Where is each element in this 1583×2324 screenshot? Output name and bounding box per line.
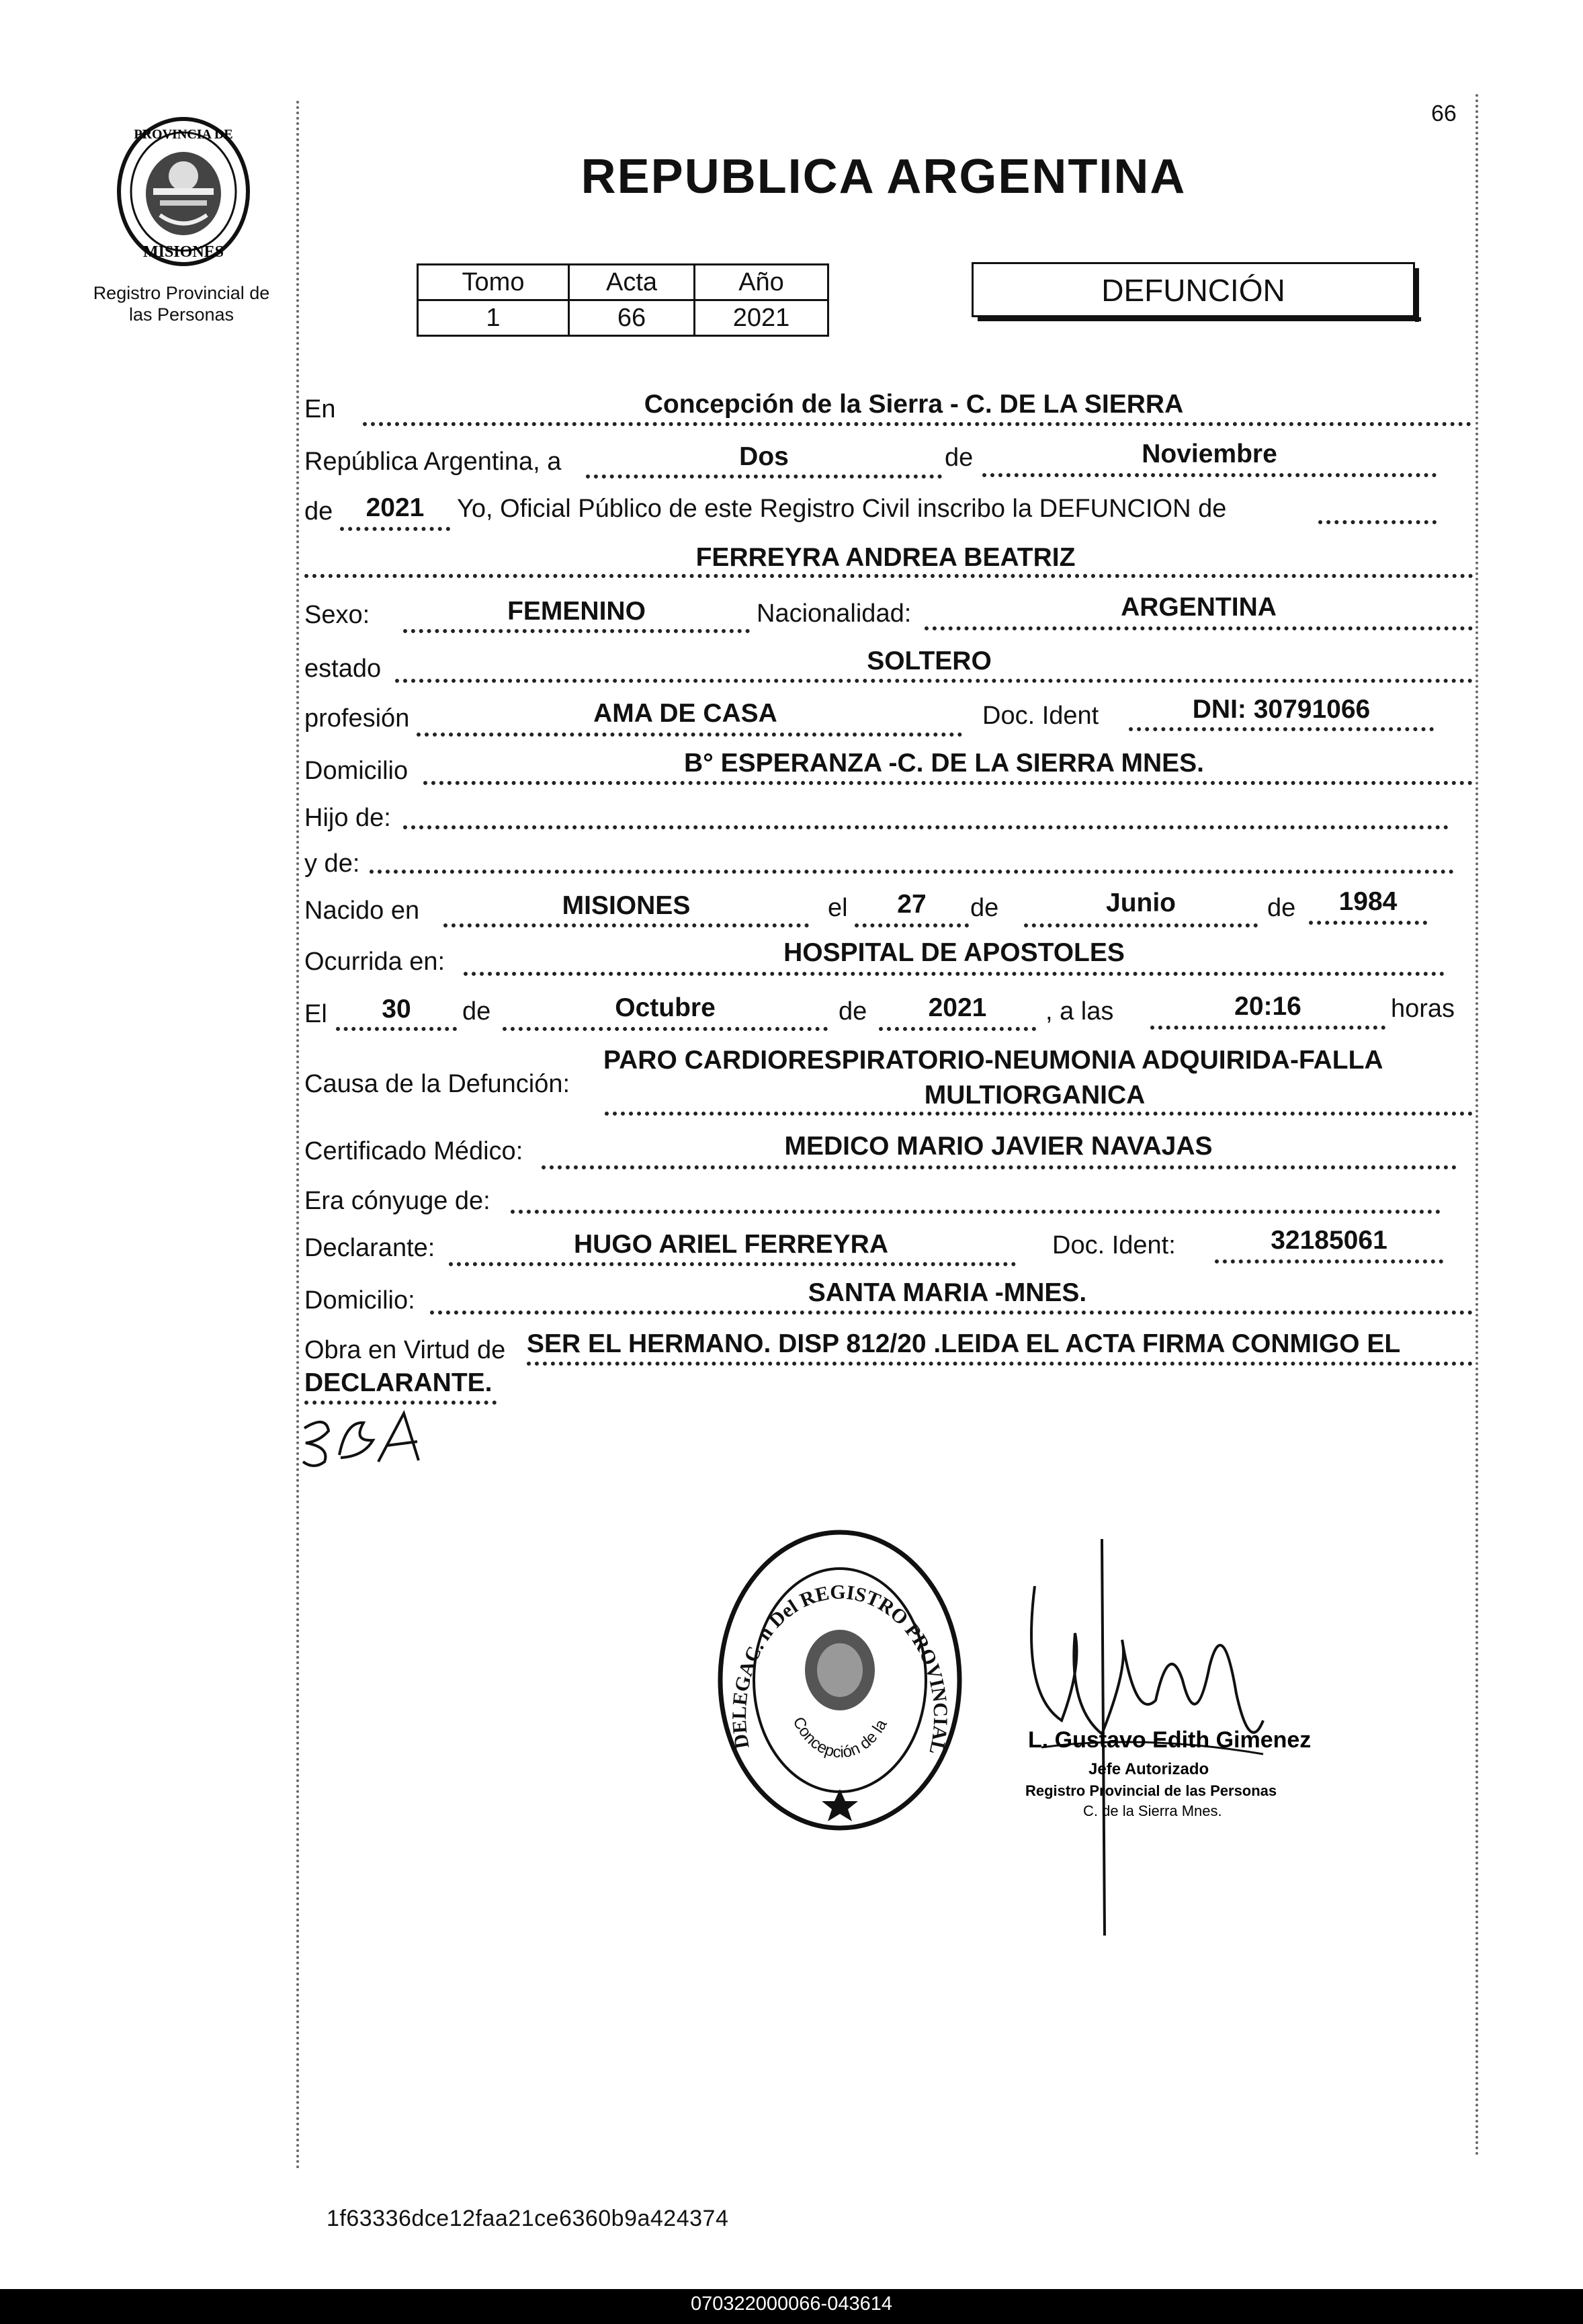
estado-value: SOLTERO	[867, 647, 992, 675]
svg-text:Jefe Autorizado: Jefe Autorizado	[1088, 1760, 1209, 1778]
day-dotted-line	[586, 474, 942, 479]
sexo-dotted-line	[403, 629, 750, 633]
anio-value: 2021	[695, 300, 828, 336]
provincial-seal	[113, 114, 254, 269]
en-label: En	[304, 395, 336, 423]
republica-label: República Argentina, a	[304, 448, 562, 476]
de-label: de	[945, 444, 974, 472]
obra-line1: SER EL HERMANO. DISP 812/20 .LEIDA EL ACTA FIRMA CONMIGO EL	[527, 1329, 1401, 1358]
certificado-dotted-line	[542, 1165, 1457, 1169]
acta-value: 66	[569, 300, 695, 336]
footer-code: 070322000066-043614	[691, 2293, 892, 2315]
estado-dotted-line	[395, 679, 1473, 683]
anio-header: Año	[695, 265, 828, 300]
domicilio2-label: Domicilio:	[304, 1286, 415, 1315]
svg-text:PROVINCIA DE: PROVINCIA DE	[134, 127, 233, 142]
act-number-table	[417, 263, 829, 337]
ocurrida-dotted-line	[464, 972, 1445, 976]
causa-label: Causa de la Defunción:	[304, 1070, 570, 1098]
obra-line2: DECLARANTE.	[304, 1368, 493, 1397]
sexo-value: FEMENINO	[507, 597, 646, 626]
el-cap-label: El	[304, 1000, 327, 1028]
nacido-mes-value: Junio	[1106, 888, 1176, 917]
declarante-value: HUGO ARIEL FERREYRA	[573, 1230, 889, 1259]
doc-ident-label-2: Doc. Ident:	[1052, 1231, 1176, 1259]
nacionalidad-label: Nacionalidad:	[757, 599, 912, 628]
sexo-label: Sexo:	[304, 601, 370, 629]
month-value: Noviembre	[1142, 440, 1277, 468]
estado-label: estado	[304, 655, 382, 683]
place-dotted-line	[363, 422, 1471, 426]
day-value: Dos	[739, 442, 789, 471]
deceased-name: FERREYRA ANDREA BEATRIZ	[695, 543, 1076, 572]
domicilio-label: Domicilio	[304, 757, 409, 785]
y-de-dotted-line	[370, 870, 1454, 874]
profesion-value: AMA DE CASA	[593, 699, 777, 728]
certificado-label: Certificado Médico:	[304, 1137, 523, 1165]
certificado-value: MEDICO MARIO JAVIER NAVAJAS	[784, 1132, 1213, 1161]
horas-label: horas	[1391, 995, 1455, 1023]
causa-dotted-line	[605, 1112, 1473, 1116]
declarante-dotted-line	[449, 1262, 1016, 1266]
fallec-dia-dotted-line	[336, 1027, 457, 1031]
hora-value: 20:16	[1234, 992, 1301, 1021]
nacido-lugar-value: MISIONES	[562, 891, 691, 920]
nacido-lugar-dotted-line	[443, 923, 809, 927]
svg-text:MISIONES: MISIONES	[142, 243, 224, 261]
declarante-label: Declarante:	[304, 1234, 435, 1262]
doc-dotted-line	[1129, 727, 1434, 731]
svg-text:Registro Provincial de las Per: Registro Provincial de las Personas	[1025, 1782, 1277, 1799]
act-type-box: DEFUNCIÓN	[972, 262, 1415, 317]
nacido-dia-value: 27	[897, 890, 927, 919]
inscribo-text: Yo, Oficial Público de este Registro Civil inscribo la DEFUNCION de	[457, 495, 1227, 523]
registry-stamp	[712, 1526, 968, 1835]
obra-label: Obra en Virtud de	[304, 1336, 506, 1364]
profesion-dotted-line	[417, 733, 962, 737]
profesion-label: profesión	[304, 704, 410, 733]
fallec-anio-value: 2021	[928, 993, 987, 1022]
domicilio2-dotted-line	[430, 1311, 1473, 1315]
hijo-de-label: Hijo de:	[304, 804, 391, 832]
nacido-anio-value: 1984	[1338, 887, 1398, 916]
svg-text:Concepción de la Sierra: Concepción de la	[789, 1714, 891, 1762]
name-dotted-line	[304, 574, 1473, 578]
year-value: 2021	[366, 493, 425, 522]
y-de-label: y de:	[304, 849, 360, 878]
nacido-mes-dotted-line	[1024, 923, 1258, 927]
place-value: Concepción de la Sierra - C. DE LA SIERRA	[644, 390, 1184, 419]
ocurrida-value: HOSPITAL DE APOSTOLES	[783, 938, 1125, 967]
de-label-6: de	[839, 997, 867, 1026]
obra-dotted-line-2	[304, 1401, 497, 1405]
hora-dotted-line	[1150, 1026, 1385, 1030]
left-margin-line	[296, 101, 299, 2171]
de-label-5: de	[462, 997, 491, 1026]
month-dotted-line	[982, 473, 1437, 477]
de-label-2: de	[304, 497, 333, 526]
declarante-doc-dotted-line	[1215, 1259, 1443, 1263]
fallec-mes-value: Octubre	[615, 993, 716, 1022]
registry-name-line1: Registro Provincial de	[93, 283, 270, 303]
de-label-4: de	[1267, 894, 1296, 922]
doc-ident-value: DNI: 30791066	[1192, 695, 1371, 724]
de-label-3: de	[970, 894, 999, 922]
svg-text:L. Gustavo Edith Gimenez: L. Gustavo Edith Gimenez	[1028, 1727, 1312, 1753]
registry-name	[81, 282, 282, 325]
registry-name-line2: las Personas	[128, 304, 234, 325]
inscribo-dotted-line	[1318, 520, 1437, 524]
right-margin-line	[1475, 94, 1478, 2157]
nacionalidad-dotted-line	[925, 626, 1473, 630]
a-las-label: , a las	[1045, 997, 1114, 1026]
page-number: 66	[1431, 101, 1457, 126]
page-title: REPUBLICA ARGENTINA	[581, 150, 1187, 204]
document-hash: 1f63336dce12faa21ce6360b9a424374	[327, 2206, 729, 2231]
svg-text:DELEGAC. n Del REGISTRO PROVIN: DELEGAC. n Del REGISTRO PROVINCIAL	[728, 1581, 952, 1755]
ocurrida-label: Ocurrida en:	[304, 948, 445, 976]
nacido-dia-dotted-line	[855, 923, 969, 927]
doc-ident-label: Doc. Ident	[982, 702, 1099, 730]
hijo-de-dotted-line	[403, 825, 1449, 829]
el-label: el	[828, 894, 848, 922]
conyuge-label: Era cónyuge de:	[304, 1187, 490, 1215]
obra-dotted-line-1	[527, 1362, 1473, 1366]
fallec-anio-dotted-line	[879, 1027, 1036, 1031]
tomo-value: 1	[418, 300, 569, 336]
official-signature	[1008, 1532, 1330, 1949]
tomo-header: Tomo	[418, 265, 569, 300]
domicilio2-value: SANTA MARIA -MNES.	[808, 1278, 1087, 1307]
causa-line2: MULTIORGANICA	[924, 1081, 1146, 1110]
svg-text:C. de la Sierra Mnes.: C. de la Sierra Mnes.	[1083, 1802, 1222, 1819]
declarant-signature	[299, 1408, 433, 1475]
declarante-doc-value: 32185061	[1271, 1226, 1387, 1255]
causa-line1: PARO CARDIORESPIRATORIO-NEUMONIA ADQUIRIDA-FALLA	[603, 1046, 1383, 1075]
conyuge-dotted-line	[511, 1210, 1441, 1214]
year-dotted-line	[340, 527, 450, 531]
nacido-anio-dotted-line	[1309, 921, 1427, 925]
nacido-label: Nacido en	[304, 897, 420, 925]
domicilio-value: B° ESPERANZA -C. DE LA SIERRA MNES.	[684, 749, 1204, 778]
fallec-mes-dotted-line	[503, 1027, 828, 1031]
domicilio-dotted-line	[423, 781, 1473, 785]
nacionalidad-value: ARGENTINA	[1121, 593, 1277, 622]
fallec-dia-value: 30	[382, 995, 411, 1024]
acta-header: Acta	[569, 265, 695, 300]
